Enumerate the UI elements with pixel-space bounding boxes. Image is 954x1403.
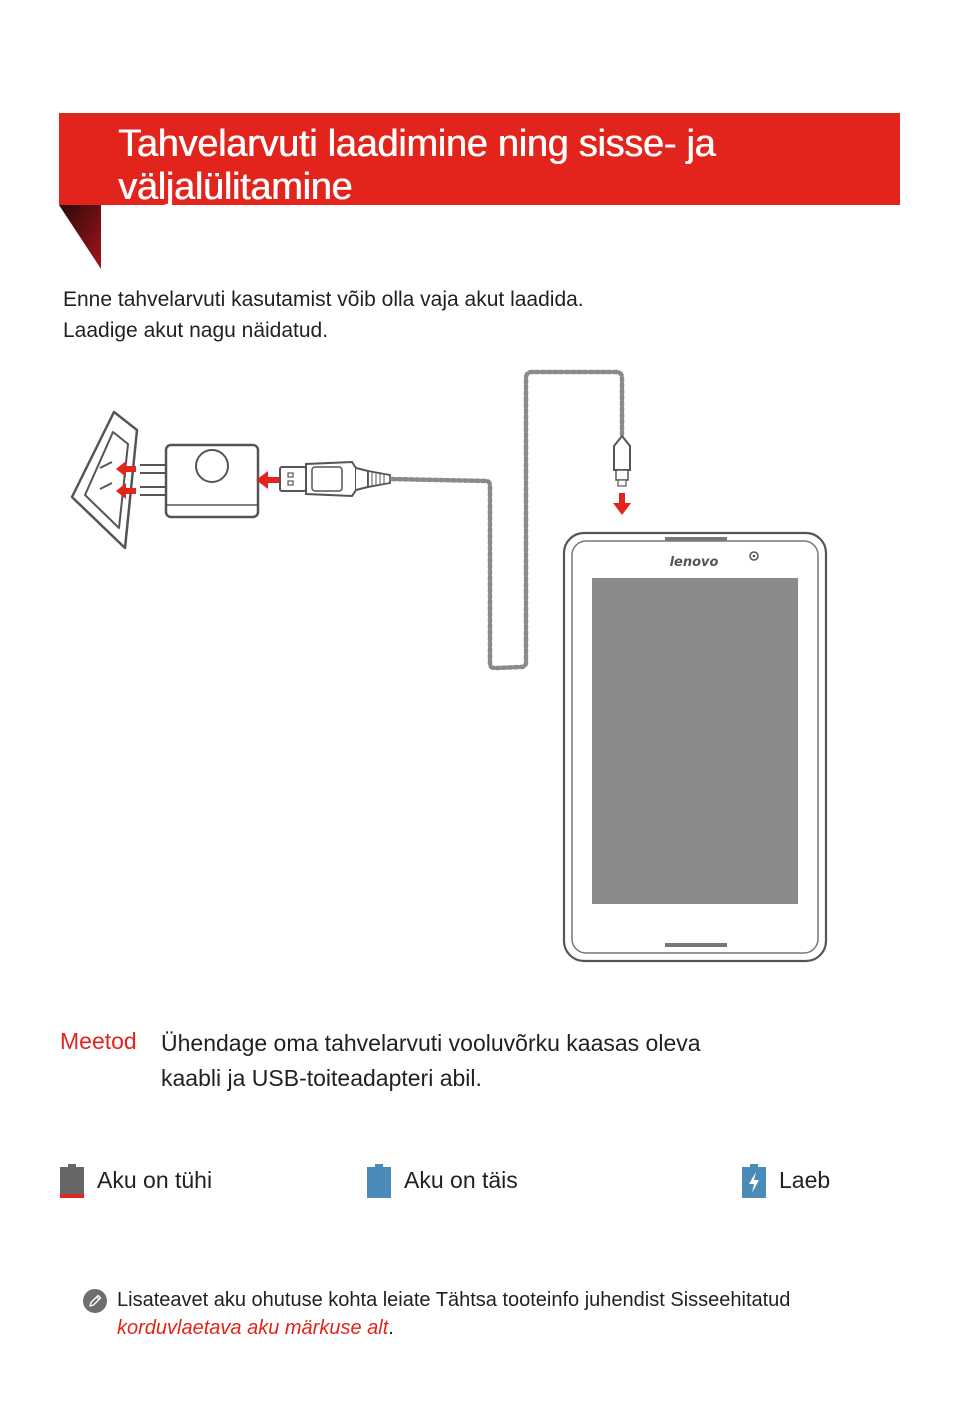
battery-empty-label: Aku on tühi <box>97 1167 213 1193</box>
arrow-icon <box>613 493 631 515</box>
method-label: Meetod <box>60 1028 137 1054</box>
battery-charging-label: Laeb <box>779 1167 831 1193</box>
battery-full-icon <box>367 1164 391 1198</box>
method-line-1: Ühendage oma tahvelarvuti vooluvõrku kaasas oleva <box>161 1030 701 1056</box>
title-banner <box>59 113 900 208</box>
battery-empty-icon <box>60 1164 84 1198</box>
page-title-line-1: Tahvelarvuti laadimine ning sisse- ja <box>118 123 716 165</box>
micro-usb-plug-icon <box>614 436 630 486</box>
tablet-icon <box>564 533 826 961</box>
charging-diagram <box>0 360 954 980</box>
note-text-end: . <box>388 1317 394 1339</box>
usb-adapter-icon <box>140 445 258 517</box>
page-title-line-2: väljalülitamine <box>118 166 353 208</box>
pencil-note-icon <box>83 1289 107 1313</box>
banner-fold-decoration <box>59 205 101 269</box>
page-title <box>118 123 878 209</box>
intro-line-1: Enne tahvelarvuti kasutamist võib olla vaja akut laadida. <box>63 288 584 311</box>
tablet-brand-logo: lenovo <box>669 555 719 570</box>
note-text <box>117 1286 817 1342</box>
arrow-icon <box>256 471 280 489</box>
intro-text <box>63 284 763 346</box>
battery-charging-icon <box>742 1164 766 1198</box>
method-line-2: kaabli ja USB-toiteadapteri abil. <box>161 1065 482 1091</box>
wall-outlet-icon <box>72 412 137 548</box>
note-text-body: Lisateavet aku ohutuse kohta leiate Tähtsa tooteinfo juhendist Sisseehitatud <box>117 1289 791 1311</box>
tablet-screen <box>592 578 798 904</box>
method-text <box>161 1026 801 1096</box>
battery-full-label: Aku on täis <box>404 1167 518 1193</box>
usb-cable-icon <box>280 462 390 496</box>
note-reference-link[interactable]: korduvlaetava aku märkuse alt <box>117 1317 389 1339</box>
intro-line-2: Laadige akut nagu näidatud. <box>63 319 329 342</box>
